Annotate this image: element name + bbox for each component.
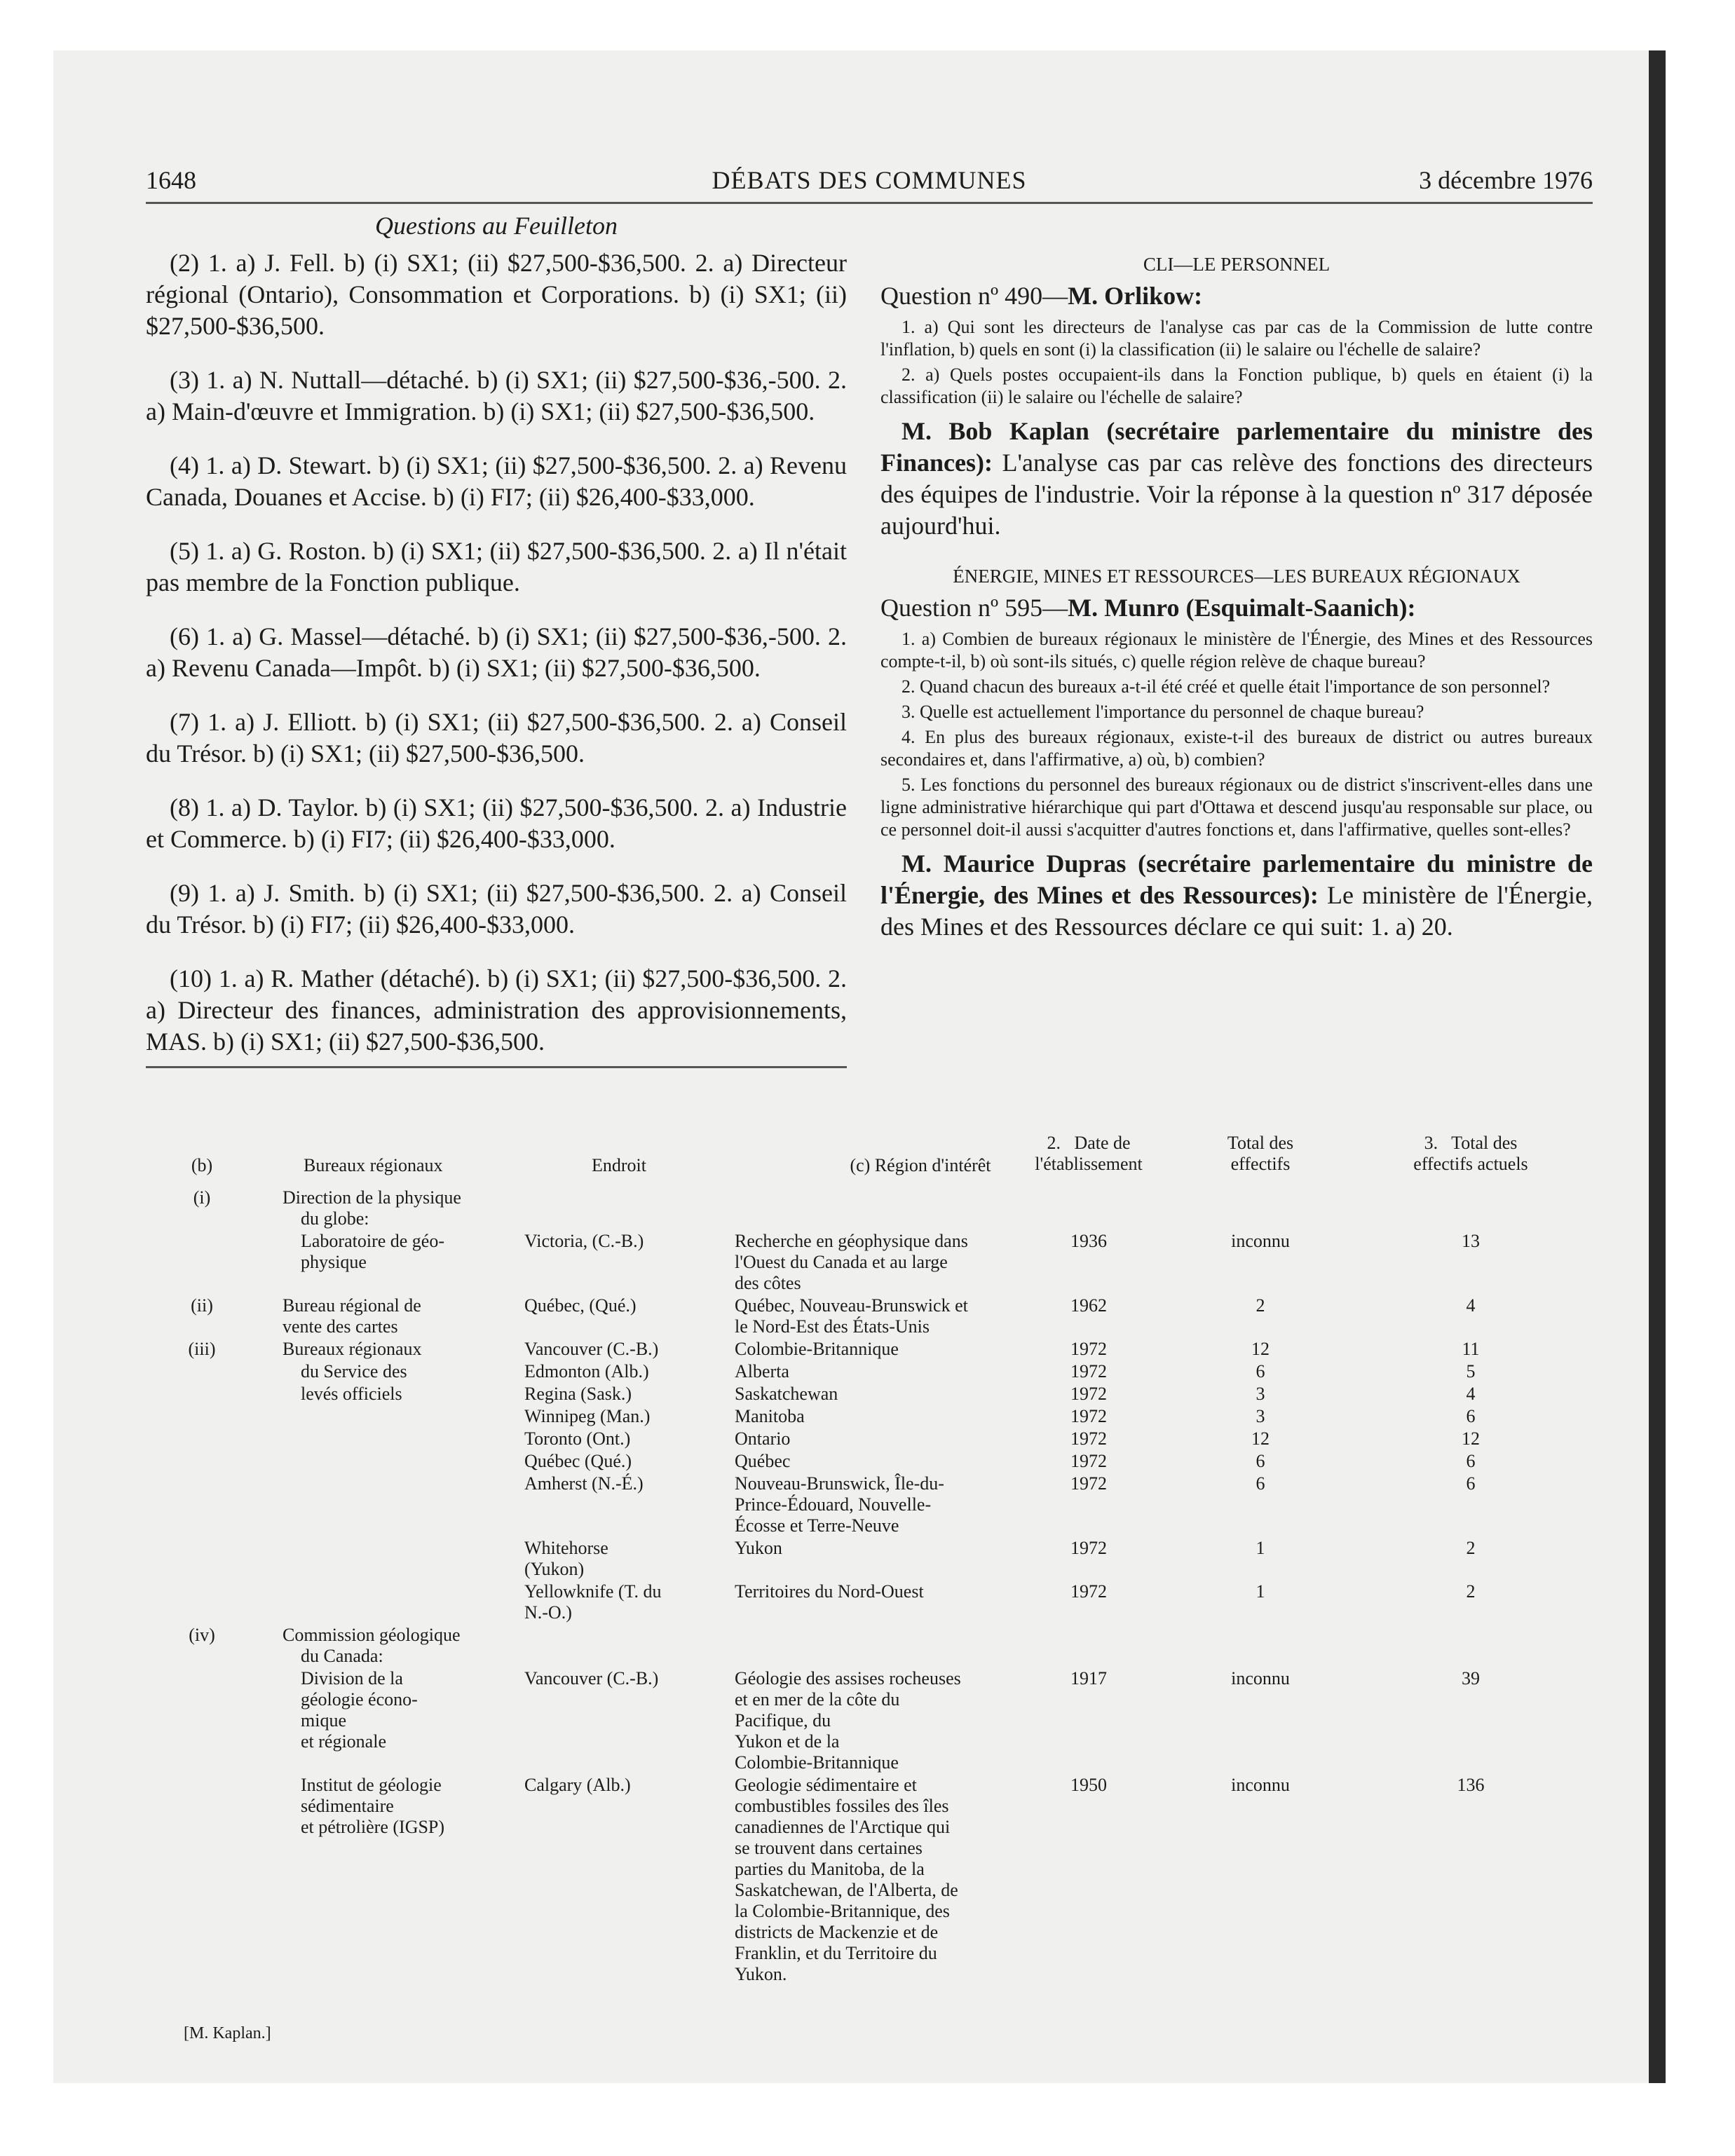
initial-staff: 12	[1251, 1428, 1270, 1449]
publication-date: 3 décembre 1976	[1419, 166, 1593, 194]
office-location: Québec (Qué.)	[524, 1451, 632, 1471]
publication-title: DÉBATS DES COMMUNES	[712, 166, 1027, 194]
establishment-date: 1972	[1070, 1451, 1107, 1471]
initial-staff: inconnu	[1231, 1231, 1290, 1251]
office-location: Edmonton (Alb.)	[524, 1361, 649, 1381]
initial-staff: 3	[1256, 1384, 1265, 1404]
current-staff: 136	[1457, 1775, 1485, 1795]
office-region: Yukon	[735, 1538, 782, 1558]
table-row	[146, 1406, 1597, 1428]
column-divider	[146, 1066, 847, 1068]
table-row	[146, 1361, 1597, 1384]
initial-staff: 1	[1256, 1538, 1265, 1558]
col-header-region: (c) Région d'intérêt	[850, 1155, 991, 1175]
office-name: Division de la géologie écono- mique et régionale	[301, 1668, 418, 1752]
current-staff: 6	[1466, 1473, 1476, 1494]
question-title	[880, 281, 1593, 311]
col-header-endroit: Endroit	[592, 1155, 646, 1175]
current-staff: 6	[1466, 1451, 1476, 1471]
col-header-actuels: 3. Total des effectifs actuels	[1413, 1133, 1528, 1174]
current-staff: 5	[1466, 1361, 1476, 1381]
office-region: Alberta	[735, 1361, 789, 1381]
office-location: Vancouver (C.-B.)	[524, 1668, 659, 1688]
establishment-date: 1917	[1070, 1668, 1107, 1688]
initial-staff: 12	[1251, 1339, 1270, 1359]
table-row	[146, 1451, 1597, 1473]
section-title: CLI—LE PERSONNEL	[1143, 254, 1331, 275]
current-staff: 2	[1466, 1538, 1476, 1558]
office-name: Institut de géologie sédimentaire et pétrolière (IGSP)	[301, 1775, 445, 1837]
office-region: Ontario	[735, 1428, 791, 1449]
establishment-date: 1972	[1070, 1339, 1107, 1359]
office-location: Vancouver (C.-B.)	[524, 1339, 659, 1359]
establishment-date: 1962	[1070, 1295, 1107, 1316]
answer-paragraph: (5) 1. a) G. Roston. b) (i) SX1; (ii) $27,500-$36,500. 2. a) Il n'était pas membre de la Fonction publique.	[146, 537, 847, 596]
col-header-date: 2. Date de l'établissement	[1035, 1133, 1143, 1174]
office-location: Québec, (Qué.)	[524, 1295, 637, 1316]
table-row	[146, 1231, 1597, 1295]
establishment-date: 1972	[1070, 1581, 1107, 1602]
office-region: Géologie des assises rocheuses et en mer de la côte du Pacifique, du Yukon et de la Colombie-Britannique	[735, 1668, 961, 1773]
current-staff: 39	[1462, 1668, 1480, 1688]
office-name: Laboratoire de géo- physique	[301, 1231, 445, 1272]
establishment-date: 1972	[1070, 1406, 1107, 1426]
office-name: levés officiels	[283, 1384, 402, 1404]
footer-speaker: [M. Kaplan.]	[184, 2024, 271, 2042]
page-number: 1648	[146, 166, 196, 194]
table-row	[146, 1295, 1597, 1339]
col-header-bureaux: Bureaux régionaux	[304, 1155, 443, 1175]
question-author: M. Munro (Esquimalt-Saanich):	[1068, 594, 1416, 622]
answer-speaker: M. Bob Kaplan (secrétaire parlementaire du ministre des Finances):	[880, 417, 1593, 477]
office-region: Québec	[735, 1451, 791, 1471]
col-header-total: Total des effectifs	[1227, 1133, 1294, 1174]
office-name: Bureau régional de vente des cartes	[283, 1295, 421, 1337]
answer-paragraph: (2) 1. a) J. Fell. b) (i) SX1; (ii) $27,500-$36,500. 2. a) Directeur régional (Ontario), Consommation et Corporations. b) (i) SX1; (ii) $27,500-$36,500.	[146, 249, 847, 340]
table-row	[146, 1775, 1597, 1986]
right-column	[880, 254, 1593, 967]
current-staff: 11	[1462, 1339, 1480, 1359]
answer-paragraph: (6) 1. a) G. Massel—détaché. b) (i) SX1; (ii) $27,500-$36,-500. 2. a) Revenu Canada—Impôt. b) (i) SX1; (ii) $27,500-$36,500.	[146, 622, 847, 682]
answer-text	[880, 416, 1593, 542]
office-location: Victoria, (C.-B.)	[524, 1231, 644, 1251]
table-row	[146, 1384, 1597, 1406]
office-region: Colombie-Britannique	[735, 1339, 899, 1359]
row-index: (ii)	[191, 1295, 213, 1316]
initial-staff: 6	[1256, 1473, 1265, 1494]
office-location: Calgary (Alb.)	[524, 1775, 631, 1795]
initial-staff: inconnu	[1231, 1775, 1290, 1795]
question-item: 3. Quelle est actuellement l'importance du personnel de chaque bureau?	[901, 702, 1424, 722]
establishment-date: 1972	[1070, 1384, 1107, 1404]
row-index: (iii)	[188, 1339, 216, 1359]
answer-body: L'analyse cas par cas relève des fonctions des directeurs des équipes de l'industrie. Voir la réponse à la question nº 317 déposée aujourd'hui.	[880, 449, 1593, 540]
establishment-date: 1972	[1070, 1428, 1107, 1449]
office-location: Amherst (N.-É.)	[524, 1473, 644, 1494]
table-row	[146, 1581, 1597, 1625]
table-row	[146, 1339, 1597, 1361]
answer-paragraph: (9) 1. a) J. Smith. b) (i) SX1; (ii) $27,500-$36,500. 2. a) Conseil du Trésor. b) (i) FI7; (ii) $26,400-$33,000.	[146, 879, 847, 939]
current-staff: 4	[1466, 1295, 1476, 1316]
question-item: 2. a) Quels postes occupaient-ils dans la Fonction publique, b) quels en étaient (i) la classification (ii) le salaire ou l'échelle de salaire?	[880, 364, 1593, 407]
table-row	[146, 1428, 1597, 1451]
answer-paragraph: (3) 1. a) N. Nuttall—détaché. b) (i) SX1; (ii) $27,500-$36,-500. 2. a) Main-d'œuvre et Immigration. b) (i) SX1; (ii) $27,500-$36,500.	[146, 366, 847, 425]
current-staff: 13	[1462, 1231, 1480, 1251]
establishment-date: 1936	[1070, 1231, 1107, 1251]
office-location: Whitehorse (Yukon)	[524, 1538, 608, 1579]
question-title	[880, 593, 1593, 622]
question-item: 5. Les fonctions du personnel des bureaux régionaux ou de district s'inscrivent-elles dans une ligne administrative hiérarchique qui part d'Ottawa et descend jusqu'au responsable sur place, ou ce personnel doit-il aussi s'acquitter d'autres fonctions et, dans l'affirmative, quelles sont-elles?	[880, 775, 1593, 840]
answer-paragraph: (4) 1. a) D. Stewart. b) (i) SX1; (ii) $27,500-$36,500. 2. a) Revenu Canada, Douanes et Accise. b) (i) FI7; (ii) $26,400-$33,000.	[146, 451, 847, 511]
row-index: (i)	[193, 1187, 211, 1208]
initial-staff: inconnu	[1231, 1668, 1290, 1688]
answer-speaker: M. Maurice Dupras (secrétaire parlementaire du ministre de l'Énergie, des Mines et des Ressources):	[880, 850, 1593, 909]
table-row	[146, 1625, 1597, 1668]
question-number: Question nº 490—	[880, 282, 1068, 310]
answer-paragraph: (10) 1. a) R. Mather (détaché). b) (i) SX1; (ii) $27,500-$36,500. 2. a) Directeur des finances, administration des approvisionnements, MAS. b) (i) SX1; (ii) $27,500-$36,500.	[146, 964, 847, 1056]
office-region: Recherche en géophysique dans l'Ouest du Canada et au large des côtes	[735, 1231, 968, 1293]
section-heading: Questions au Feuilleton	[375, 212, 618, 240]
scan-edge	[1649, 50, 1666, 2083]
question-author: M. Orlikow:	[1068, 282, 1203, 310]
question-item: 1. a) Combien de bureaux régionaux le ministère de l'Énergie, des Mines et des Ressources compte-t-il, b) où sont-ils situés, c) quelle région relève de chaque bureau?	[880, 629, 1593, 671]
office-location: Regina (Sask.)	[524, 1384, 632, 1404]
current-staff: 2	[1466, 1581, 1476, 1602]
office-region: Nouveau-Brunswick, Île-du- Prince-Édouard, Nouvelle- Écosse et Terre-Neuve	[735, 1473, 944, 1536]
initial-staff: 1	[1256, 1581, 1265, 1602]
question-number: Question nº 595—	[880, 594, 1068, 622]
col-header-b: (b)	[191, 1155, 213, 1175]
page-header	[146, 163, 1593, 204]
office-name: Commission géologique du Canada:	[283, 1625, 461, 1666]
office-region: Territoires du Nord-Ouest	[735, 1581, 924, 1602]
establishment-date: 1950	[1070, 1775, 1107, 1795]
section-title: ÉNERGIE, MINES ET RESSOURCES—LES BUREAUX RÉGIONAUX	[953, 566, 1520, 587]
office-location: Toronto (Ont.)	[524, 1428, 631, 1449]
initial-staff: 6	[1256, 1361, 1265, 1381]
answer-body: Le ministère de l'Énergie, des Mines et des Ressources déclare ce qui suit: 1. a) 20.	[880, 881, 1593, 941]
office-location: Yellowknife (T. du N.-O.)	[524, 1581, 662, 1623]
table-row	[146, 1187, 1597, 1231]
answer-paragraph: (8) 1. a) D. Taylor. b) (i) SX1; (ii) $27,500-$36,500. 2. a) Industrie et Commerce. b) (i) FI7; (ii) $26,400-$33,000.	[146, 793, 847, 853]
establishment-date: 1972	[1070, 1473, 1107, 1494]
table-row	[146, 1538, 1597, 1581]
establishment-date: 1972	[1070, 1361, 1107, 1381]
table-header	[146, 1124, 1597, 1187]
current-staff: 4	[1466, 1384, 1476, 1404]
office-name: Direction de la physique du globe:	[283, 1187, 461, 1229]
question-item: 2. Quand chacun des bureaux a-t-il été créé et quelle était l'importance de son personnel?	[901, 676, 1551, 697]
current-staff: 6	[1466, 1406, 1476, 1426]
current-staff: 12	[1462, 1428, 1480, 1449]
row-index: (iv)	[189, 1625, 215, 1645]
table-row	[146, 1668, 1597, 1775]
office-region: Geologie sédimentaire et combustibles fossiles des îles canadiennes de l'Arctique qui se trouvent dans certaines parties du Manitoba, de la Saskatchewan, de l'Alberta, de la Colombie-Britannique, des districts de Mackenzie et de Franklin, et du Territoire du Yukon.	[735, 1775, 958, 1984]
establishment-date: 1972	[1070, 1538, 1107, 1558]
initial-staff: 3	[1256, 1406, 1265, 1426]
table-body	[146, 1187, 1597, 1986]
question-item: 1. a) Qui sont les directeurs de l'analyse cas par cas de la Commission de lutte contre l'inflation, b) quels en sont (i) la classification (ii) le salaire ou l'échelle de salaire?	[880, 317, 1593, 360]
left-column	[146, 210, 847, 1068]
office-name: du Service des	[283, 1361, 407, 1381]
answer-paragraph: (7) 1. a) J. Elliott. b) (i) SX1; (ii) $27,500-$36,500. 2. a) Conseil du Trésor. b) (i) SX1; (ii) $27,500-$36,500.	[146, 708, 847, 767]
initial-staff: 6	[1256, 1451, 1265, 1471]
office-region: Saskatchewan	[735, 1384, 838, 1404]
office-name: Bureaux régionaux	[283, 1339, 422, 1359]
office-location: Winnipeg (Man.)	[524, 1406, 651, 1426]
regional-offices-table	[146, 1124, 1597, 1986]
office-region: Québec, Nouveau-Brunswick et le Nord-Est des États-Unis	[735, 1295, 968, 1337]
office-region: Manitoba	[735, 1406, 805, 1426]
answer-text	[880, 848, 1593, 943]
question-item: 4. En plus des bureaux régionaux, existe-t-il des bureaux de district ou autres bureaux secondaires et, dans l'affirmative, a) où, b) combien?	[880, 727, 1593, 770]
table-row	[146, 1473, 1597, 1538]
initial-staff: 2	[1256, 1295, 1265, 1316]
